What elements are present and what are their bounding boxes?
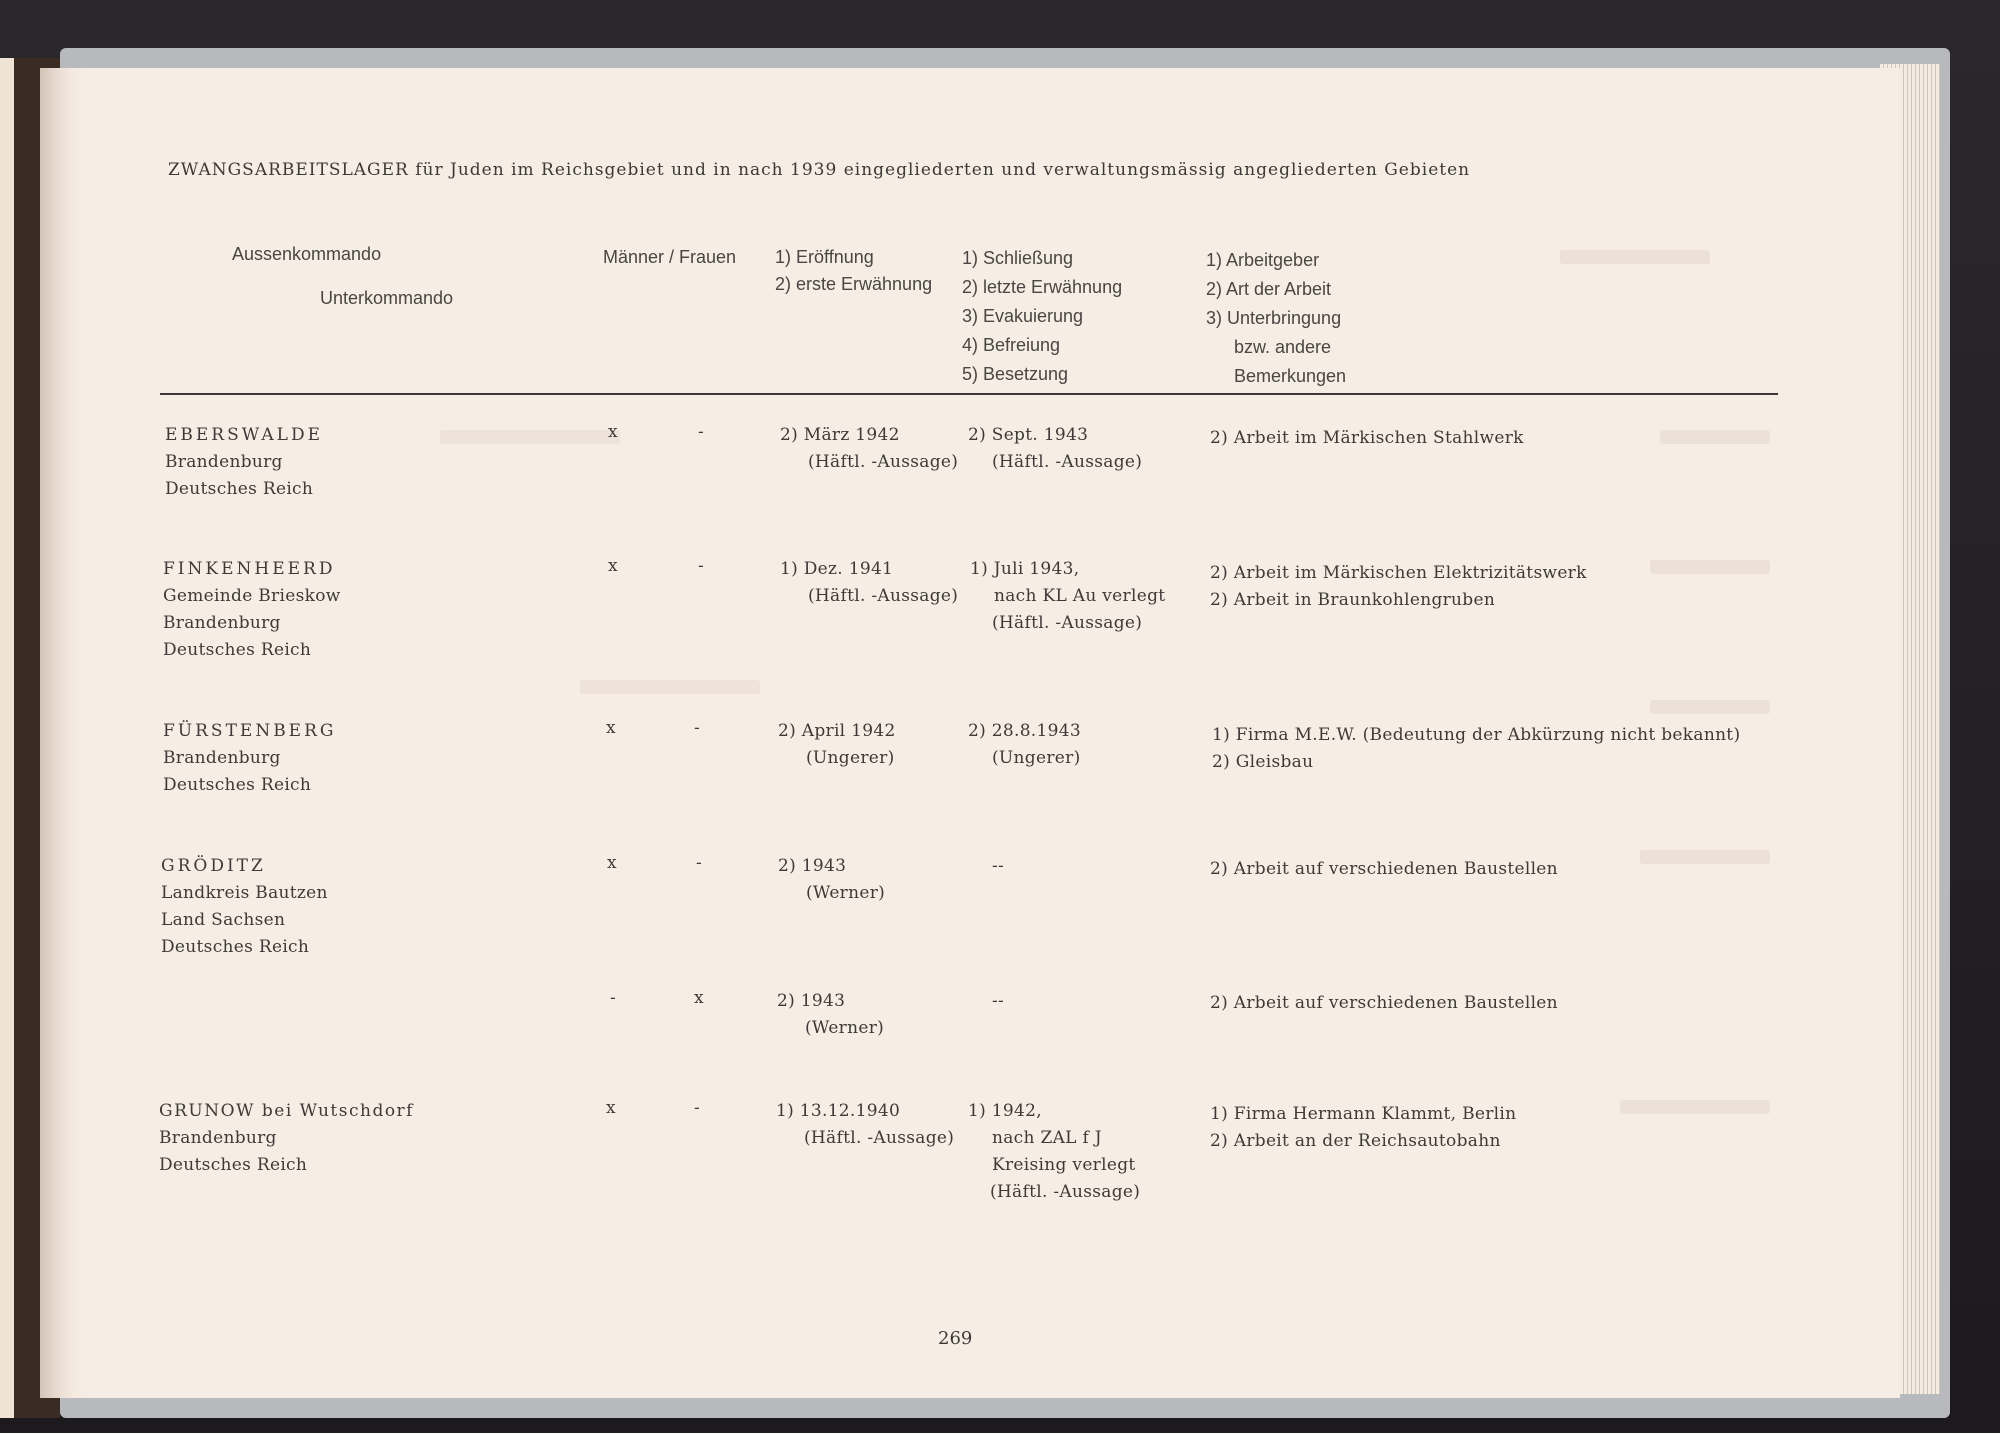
row-women: - bbox=[698, 556, 705, 576]
row-open bbox=[778, 853, 885, 907]
row-remarks bbox=[1210, 425, 1524, 452]
close-line: nach ZAL f J bbox=[992, 1128, 1102, 1148]
header-unterkommando: Unterkommando bbox=[320, 288, 454, 308]
row-close bbox=[992, 988, 1004, 1015]
place-name: EBERSWALDE bbox=[165, 425, 323, 445]
row-remarks bbox=[1210, 856, 1558, 883]
place-name: FINKENHEERD bbox=[163, 559, 336, 579]
row-close bbox=[992, 853, 1004, 880]
remarks-line: 2) Arbeit auf verschiedenen Baustellen bbox=[1210, 859, 1558, 879]
header-close-line: 5) Besetzung bbox=[962, 364, 1069, 384]
header-remarks-line: 3) Unterbringung bbox=[1206, 308, 1342, 328]
header-open-column bbox=[775, 244, 932, 298]
close-line: (Ungerer) bbox=[992, 748, 1081, 768]
row-close bbox=[970, 556, 1165, 637]
row-men: x bbox=[606, 718, 616, 738]
row-open bbox=[777, 988, 884, 1042]
place-line: Brandenburg bbox=[163, 748, 281, 768]
row-place bbox=[159, 1098, 414, 1179]
remarks-line: 2) Gleisbau bbox=[1212, 752, 1314, 772]
place-line: Gemeinde Brieskow bbox=[163, 586, 341, 606]
header-close-line: 1) Schließung bbox=[962, 248, 1074, 268]
row-close bbox=[968, 1098, 1140, 1206]
header-rule bbox=[160, 393, 1778, 395]
row-open bbox=[776, 1098, 954, 1152]
row-men: x bbox=[606, 1098, 616, 1118]
close-line: 1) 1942, bbox=[968, 1101, 1042, 1121]
header-remarks-line: Bemerkungen bbox=[1234, 366, 1347, 386]
place-line: Brandenburg bbox=[163, 613, 281, 633]
remarks-line: 1) Firma M.E.W. (Bedeutung der Abkürzung nicht bekannt) bbox=[1212, 725, 1741, 745]
header-open-line: 2) erste Erwähnung bbox=[775, 274, 933, 294]
open-line: 1) Dez. 1941 bbox=[780, 559, 894, 579]
row-open bbox=[778, 718, 896, 772]
place-line: Deutsches Reich bbox=[159, 1155, 308, 1175]
remarks-line: 2) Arbeit auf verschiedenen Baustellen bbox=[1210, 993, 1558, 1013]
open-line: 2) März 1942 bbox=[780, 425, 900, 445]
close-line: -- bbox=[992, 856, 1005, 876]
header-open-line: 1) Eröffnung bbox=[775, 247, 874, 267]
close-line: -- bbox=[992, 991, 1005, 1011]
row-close bbox=[968, 718, 1081, 772]
row-men: - bbox=[610, 988, 617, 1008]
remarks-line: 2) Arbeit im Märkischen Elektrizitätswerk bbox=[1210, 563, 1587, 583]
open-line: 2) 1943 bbox=[778, 856, 847, 876]
place-name: GRÖDITZ bbox=[161, 856, 266, 876]
header-remarks-line: bzw. andere bbox=[1234, 337, 1332, 357]
close-line: 2) 28.8.1943 bbox=[968, 721, 1081, 741]
remarks-line: 1) Firma Hermann Klammt, Berlin bbox=[1210, 1104, 1517, 1124]
close-line: nach KL Au verlegt bbox=[994, 586, 1166, 606]
place-name: GRUNOW bei Wutschdorf bbox=[159, 1101, 414, 1121]
row-men: x bbox=[608, 556, 618, 576]
row-place bbox=[165, 422, 323, 503]
place-line: Landkreis Bautzen bbox=[161, 883, 328, 903]
row-place bbox=[163, 556, 341, 664]
page-number: 269 bbox=[938, 1328, 973, 1349]
close-line: (Häftl. -Aussage) bbox=[990, 1182, 1141, 1202]
open-line: (Häftl. -Aussage) bbox=[808, 586, 959, 606]
close-line: Kreising verlegt bbox=[992, 1155, 1136, 1175]
row-open bbox=[780, 422, 958, 476]
header-remarks-line: 1) Arbeitgeber bbox=[1206, 250, 1320, 270]
page-title: ZWANGSARBEITSLAGER für Juden im Reichsgebiet und in nach 1939 eingegliederten und verwaltungsmässig angegliederten Gebieten bbox=[168, 160, 1471, 180]
open-line: (Ungerer) bbox=[806, 748, 895, 768]
row-women: - bbox=[694, 718, 701, 738]
open-line: (Werner) bbox=[806, 883, 886, 903]
row-women: - bbox=[694, 1098, 701, 1118]
place-line: Deutsches Reich bbox=[165, 479, 314, 499]
header-close-line: 2) letzte Erwähnung bbox=[962, 277, 1123, 297]
close-line: (Häftl. -Aussage) bbox=[992, 613, 1143, 633]
row-place bbox=[163, 718, 336, 799]
row-remarks bbox=[1212, 722, 1740, 776]
row-women: x bbox=[694, 988, 704, 1008]
row-close bbox=[968, 422, 1142, 476]
remarks-line: 2) Arbeit in Braunkohlengruben bbox=[1210, 590, 1496, 610]
place-line: Deutsches Reich bbox=[163, 640, 312, 660]
place-line: Land Sachsen bbox=[161, 910, 286, 930]
row-women: - bbox=[696, 853, 703, 873]
close-line: 2) Sept. 1943 bbox=[968, 425, 1089, 445]
row-remarks bbox=[1210, 990, 1558, 1017]
row-remarks bbox=[1210, 1101, 1516, 1155]
row-men: x bbox=[607, 853, 617, 873]
open-line: (Werner) bbox=[805, 1018, 885, 1038]
header-remarks-column bbox=[1206, 246, 1346, 391]
open-line: (Häftl. -Aussage) bbox=[804, 1128, 955, 1148]
close-line: (Häftl. -Aussage) bbox=[992, 452, 1143, 472]
place-line: Brandenburg bbox=[165, 452, 283, 472]
row-men: x bbox=[608, 422, 618, 442]
open-line: (Häftl. -Aussage) bbox=[808, 452, 959, 472]
open-line: 1) 13.12.1940 bbox=[776, 1101, 901, 1121]
header-maenner-frauen: Männer / Frauen bbox=[603, 247, 737, 267]
place-line: Brandenburg bbox=[159, 1128, 277, 1148]
remarks-line: 2) Arbeit an der Reichsautobahn bbox=[1210, 1131, 1501, 1151]
row-remarks bbox=[1210, 560, 1587, 614]
row-place bbox=[161, 853, 328, 961]
header-close-line: 4) Befreiung bbox=[962, 335, 1061, 355]
open-line: 2) April 1942 bbox=[778, 721, 896, 741]
remarks-line: 2) Arbeit im Märkischen Stahlwerk bbox=[1210, 428, 1524, 448]
close-line: 1) Juli 1943, bbox=[970, 559, 1080, 579]
header-remarks-line: 2) Art der Arbeit bbox=[1206, 279, 1332, 299]
place-line: Deutsches Reich bbox=[161, 937, 310, 957]
header-aussenkommando: Aussenkommando bbox=[232, 244, 382, 264]
place-name: FÜRSTENBERG bbox=[163, 721, 337, 741]
row-open bbox=[780, 556, 958, 610]
open-line: 2) 1943 bbox=[777, 991, 846, 1011]
row-women: - bbox=[698, 422, 705, 442]
header-close-line: 3) Evakuierung bbox=[962, 306, 1084, 326]
header-close-column bbox=[962, 244, 1122, 389]
place-line: Deutsches Reich bbox=[163, 775, 312, 795]
left-page-edge bbox=[0, 58, 14, 1418]
